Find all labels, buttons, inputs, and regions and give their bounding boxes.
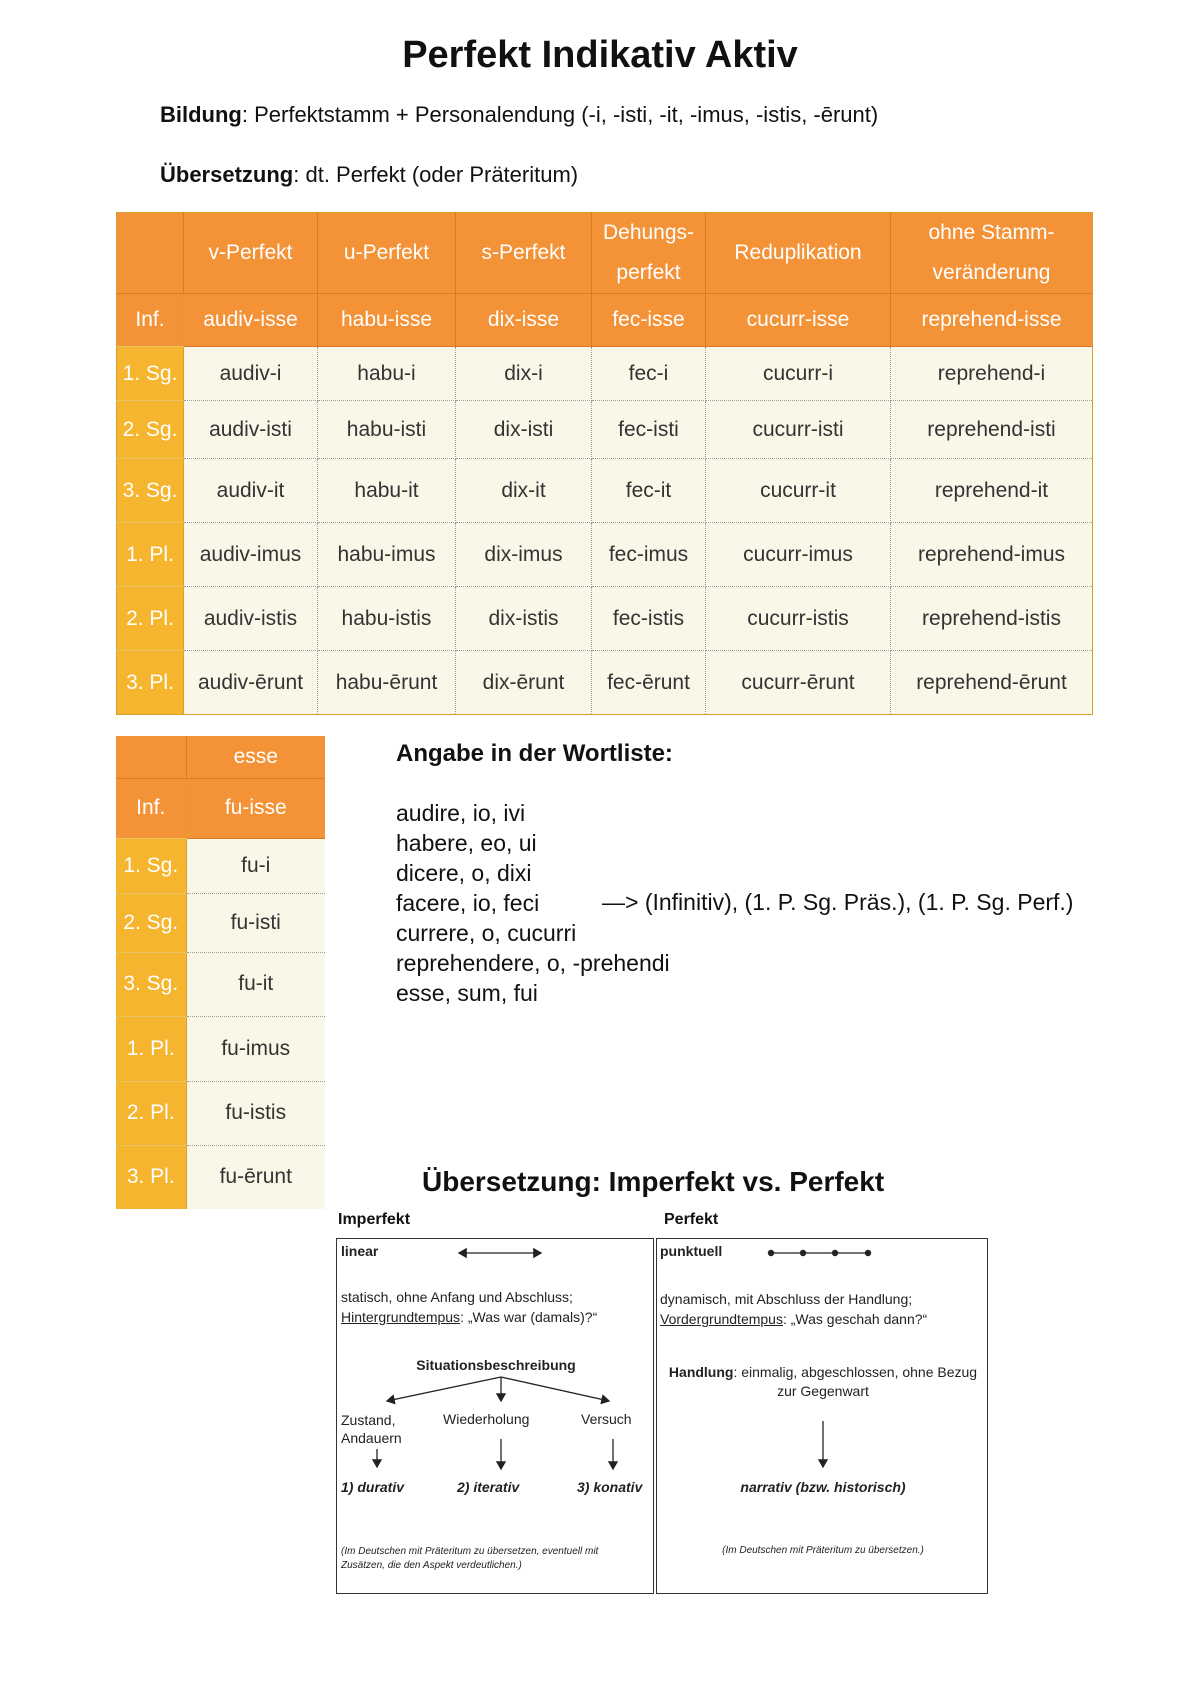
esse-conjugation-table — [116, 736, 325, 1209]
row-label: 2. Sg. — [117, 401, 184, 459]
row-label: Inf. — [116, 778, 186, 838]
branch-label: Versuch — [581, 1411, 632, 1427]
table-cell: reprehend-istis — [891, 587, 1093, 651]
table-cell: fec-i — [592, 347, 706, 401]
table-row — [117, 523, 1093, 587]
point-icon — [832, 1250, 838, 1256]
table-cell: habu-istis — [318, 587, 456, 651]
table-cell: cucurr-it — [706, 459, 891, 523]
table-cell: habu-imus — [318, 523, 456, 587]
uebersetzung-text: : dt. Perfekt (oder Präteritum) — [293, 162, 579, 187]
imperfekt-box — [336, 1238, 654, 1594]
table-cell: dix-i — [456, 347, 592, 401]
table-cell: fu-it — [186, 952, 325, 1016]
branch-label: Wiederholung — [443, 1411, 530, 1427]
perfekt-question: : „Was geschah dann?“ — [782, 1311, 928, 1327]
bildung-label: Bildung — [160, 102, 242, 127]
table-cell: dix-it — [456, 459, 592, 523]
table-cell: audiv-isti — [184, 401, 318, 459]
table-cell: dix-isse — [456, 294, 592, 347]
table-cell: cucurr-isti — [706, 401, 891, 459]
handlung-description: : einmalig, abgeschlossen, ohne Bezug zur Gegenwart — [733, 1364, 978, 1399]
table-cell: habu-i — [318, 347, 456, 401]
row-label: 2. Pl. — [117, 587, 184, 651]
branch-arrow-icon — [387, 1377, 501, 1401]
header-cell — [116, 736, 186, 778]
point-icon — [768, 1250, 774, 1256]
hintergrundtempus-term: Hintergrundtempus — [341, 1309, 461, 1325]
table-cell: dix-isti — [456, 401, 592, 459]
table-cell: audiv-isse — [184, 294, 318, 347]
header-cell — [117, 213, 184, 294]
table-cell: fec-imus — [592, 523, 706, 587]
branch-result: 1) durativ — [341, 1479, 405, 1495]
table-row — [117, 401, 1093, 459]
imperfekt-question: : „Was war (damals)?“ — [460, 1309, 598, 1325]
row-label: 2. Pl. — [116, 1081, 186, 1145]
table-cell: habu-isti — [318, 401, 456, 459]
comparison-title: Übersetzung: Imperfekt vs. Perfekt — [422, 1166, 885, 1197]
table-cell: dix-ērunt — [456, 651, 592, 715]
table-cell: cucurr-isse — [706, 294, 891, 347]
uebersetzung-label: Übersetzung — [160, 162, 294, 187]
table-cell: reprehend-ērunt — [891, 651, 1093, 715]
table-cell: audiv-ērunt — [184, 651, 318, 715]
perfekt-conjugation-table — [116, 212, 1093, 715]
table-cell: fu-ērunt — [186, 1145, 325, 1209]
table-cell: cucurr-imus — [706, 523, 891, 587]
table-row — [116, 1145, 325, 1209]
wordlist-title: Angabe in der Wortliste: — [396, 740, 673, 767]
table-cell: audiv-it — [184, 459, 318, 523]
header-cell: Reduplikation — [706, 213, 891, 294]
bildung-text: : Perfektstamm + Personalendung (-i, -isti, -it, -imus, -istis, -ērunt) — [241, 102, 879, 127]
wordlist-item: currere, o, cucurri — [396, 920, 577, 946]
table-cell: fec-ērunt — [592, 651, 706, 715]
point-icon — [865, 1250, 871, 1256]
point-icon — [800, 1250, 806, 1256]
wordlist-item: habere, eo, ui — [396, 830, 537, 856]
table-cell: reprehend-i — [891, 347, 1093, 401]
table-cell: reprehend-isti — [891, 401, 1093, 459]
wordlist-item: dicere, o, dixi — [396, 860, 532, 886]
table-cell: fec-isse — [592, 294, 706, 347]
header-cell: esse — [186, 736, 325, 778]
bildung-line — [160, 102, 878, 128]
perfekt-note: (Im Deutschen mit Präteritum zu übersetzen.) — [722, 1545, 924, 1556]
table-row — [116, 893, 325, 952]
imperfekt-kind: linear — [341, 1243, 379, 1259]
table-row — [116, 1016, 325, 1081]
branch-result: 3) konativ — [577, 1479, 643, 1495]
row-label: 3. Pl. — [117, 651, 184, 715]
table-row — [116, 952, 325, 1016]
header-cell: v-Perfekt — [184, 213, 318, 294]
table-cell: fec-isti — [592, 401, 706, 459]
wordlist-item: esse, sum, fui — [396, 980, 538, 1006]
table-cell: cucurr-ērunt — [706, 651, 891, 715]
header-cell: ohne Stamm-veränderung — [891, 213, 1093, 294]
branch-label: Zustand, Andauern — [341, 1412, 402, 1446]
table-row — [117, 459, 1093, 523]
vordergrundtempus-term: Vordergrundtempus — [660, 1311, 783, 1327]
table-cell: reprehend-it — [891, 459, 1093, 523]
table-cell: fu-imus — [186, 1016, 325, 1081]
perfekt-result: narrativ (bzw. historisch) — [740, 1479, 906, 1495]
row-label: 1. Pl. — [116, 1016, 186, 1081]
table-row — [116, 778, 325, 838]
perfekt-heading: Perfekt — [664, 1211, 719, 1228]
wordlist-item: reprehendere, o, -prehendi — [396, 950, 670, 976]
page-title: Perfekt Indikativ Aktiv — [402, 34, 798, 76]
row-label: 1. Sg. — [117, 347, 184, 401]
table-row — [117, 587, 1093, 651]
table-cell: dix-istis — [456, 587, 592, 651]
table-cell: habu-it — [318, 459, 456, 523]
perfekt-desc: dynamisch, mit Abschluss der Handlung; — [660, 1291, 913, 1307]
table-cell: fu-istis — [186, 1081, 325, 1145]
handlung-label: Handlung — [668, 1364, 734, 1380]
table-cell: audiv-imus — [184, 523, 318, 587]
table-cell: audiv-i — [184, 347, 318, 401]
header-cell: u-Perfekt — [318, 213, 456, 294]
table-cell: fec-it — [592, 459, 706, 523]
table-cell: habu-isse — [318, 294, 456, 347]
perfekt-box — [656, 1238, 988, 1594]
wordlist-item: facere, io, feci — [396, 890, 540, 916]
situationsbeschreibung: Situationsbeschreibung — [416, 1357, 576, 1373]
table-cell: audiv-istis — [184, 587, 318, 651]
handlung-text — [657, 1363, 989, 1401]
table-cell: fu-isse — [186, 778, 325, 838]
row-label: 1. Pl. — [117, 523, 184, 587]
wordlist-item: audire, io, ivi — [396, 800, 526, 826]
table-cell: reprehend-imus — [891, 523, 1093, 587]
perfekt-desc-line2 — [660, 1311, 927, 1327]
row-label: 3. Sg. — [117, 459, 184, 523]
table-cell: cucurr-i — [706, 347, 891, 401]
branch-result: 2) iterativ — [457, 1479, 520, 1495]
imperfekt-note: (Im Deutschen mit Präteritum zu übersetzen, eventuell mit Zusätzen, die den Aspekt verdeutlichen.) — [341, 1546, 599, 1571]
table-cell: cucurr-istis — [706, 587, 891, 651]
table-cell: fec-istis — [592, 587, 706, 651]
table-cell: reprehend-isse — [891, 294, 1093, 347]
table-header-row — [117, 213, 1093, 294]
table-row — [117, 651, 1093, 715]
wordlist-note: —> (Infinitiv), (1. P. Sg. Präs.), (1. P. Sg. Perf.) — [602, 889, 1074, 915]
table-cell: habu-ērunt — [318, 651, 456, 715]
perfekt-kind: punktuell — [660, 1243, 723, 1259]
table-cell: dix-imus — [456, 523, 592, 587]
imperfekt-desc: statisch, ohne Anfang und Abschluss; — [341, 1289, 573, 1305]
header-cell: s-Perfekt — [456, 213, 592, 294]
imperfekt-desc-line2 — [341, 1309, 597, 1325]
table-row — [116, 838, 325, 893]
table-cell: fu-isti — [186, 893, 325, 952]
branch-arrow-icon — [501, 1377, 609, 1401]
row-label: 2. Sg. — [116, 893, 186, 952]
table-cell: fu-i — [186, 838, 325, 893]
table-row — [117, 294, 1093, 347]
uebersetzung-line — [160, 162, 578, 188]
header-cell: Dehungs-perfekt — [592, 213, 706, 294]
imperfekt-heading: Imperfekt — [338, 1211, 411, 1228]
table-row — [116, 1081, 325, 1145]
row-label: 1. Sg. — [116, 838, 186, 893]
row-label: 3. Sg. — [116, 952, 186, 1016]
table-row — [117, 347, 1093, 401]
row-label: Inf. — [117, 294, 184, 347]
table-header-row — [116, 736, 325, 778]
row-label: 3. Pl. — [116, 1145, 186, 1209]
